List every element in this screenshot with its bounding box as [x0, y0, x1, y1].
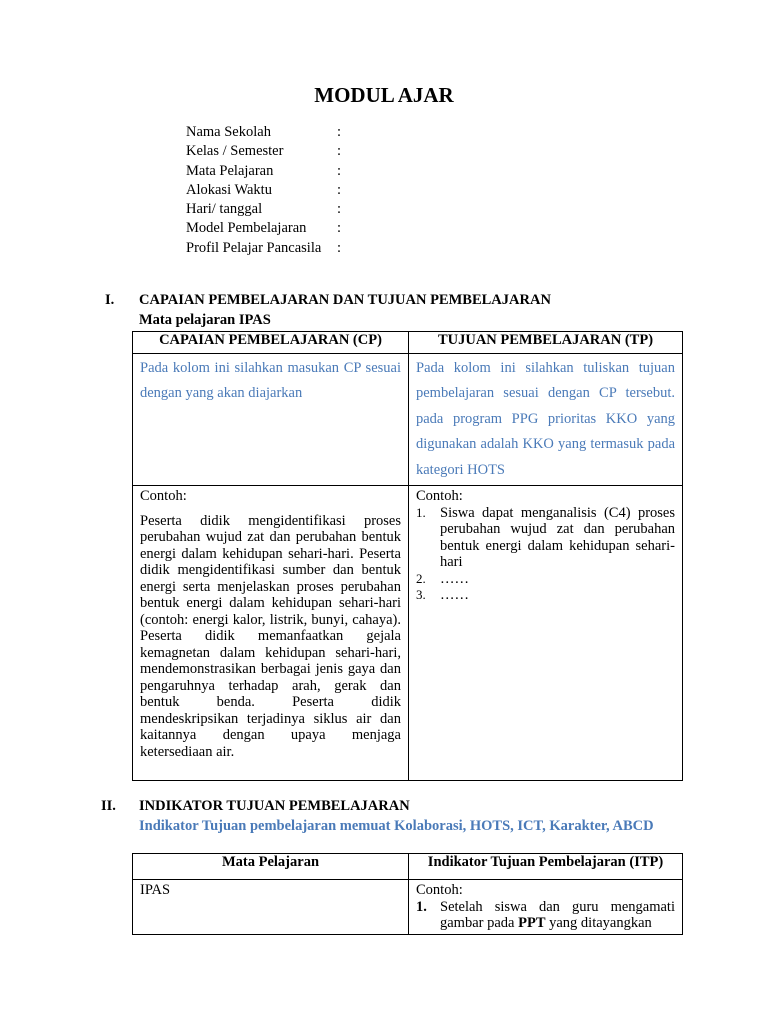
table-header-row [133, 854, 683, 880]
identity-row [186, 219, 341, 238]
identity-row [186, 142, 341, 161]
tp-hint: Pada kolom ini silahkan tuliskan tujuan pembelajaran sesuai dengan CP tersebut. pada program PPG prioritas KKO yang digunakan adalah KKO yang termasuk pada kategori HOTS [409, 354, 683, 486]
tp-example-cell [409, 486, 683, 781]
tp-list [416, 505, 675, 604]
itp-cell [409, 880, 683, 935]
identity-separator: : [337, 201, 342, 218]
identity-separator: : [337, 124, 342, 140]
section-1-subtitle: Mata pelajaran IPAS [139, 312, 271, 328]
identity-row [186, 200, 341, 219]
list-item-text: Siswa dapat menganalisis (C4) proses perubahan wujud zat dan perubahan bentuk energi dalam kehidupan sehari-hari [440, 504, 675, 571]
document-title: MODUL AJAR [314, 83, 454, 107]
itp-table [132, 853, 683, 935]
list-item-number: 1. [416, 898, 427, 915]
identity-row [186, 162, 341, 181]
identity-label: Mata Pelajaran [186, 162, 274, 179]
cp-hint: Pada kolom ini silahkan masukan CP sesuai dengan yang akan diajarkan [133, 354, 409, 486]
table-header-row [133, 332, 683, 354]
table-row [133, 880, 683, 935]
itp-example-label: Contoh: [416, 882, 463, 898]
identity-separator: : [337, 181, 342, 198]
list-item-number: 2. [416, 570, 426, 586]
cp-header: CAPAIAN PEMBELAJARAN (CP) [133, 332, 409, 354]
itp-header: Indikator Tujuan Pembelajaran (ITP) [409, 854, 683, 880]
hint-row [133, 354, 683, 486]
cp-example-text: Peserta didik mengidentifikasi proses perubahan wujud zat dan perubahan bentuk energi dalam kehidupan sehari-hari. Peserta didik mengidentifikasi sumber dan bentuk energi serta menjelaskan proses perubahan bentuk energi dalam kehidupan sehari-hari (contoh: energi kalor, listrik, bunyi, cahaya). Peserta didik memanfaatkan gejala kemagnetan dalam kehidupan sehari-hari, mendemonstrasikan berbagai jenis gaya dan pengaruhnya terhadap arah, gerak dan bentuk benda. Peserta didik mendeskripsikan terjadinya siklus air dan kaitannya dengan upaya menjaga ketersediaan air. [140, 512, 401, 760]
section-1-number: I. [105, 292, 115, 308]
identity-row [186, 181, 341, 200]
identity-row [186, 123, 341, 142]
identity-label: Nama Sekolah [186, 124, 271, 140]
cp-example-label: Contoh: [140, 488, 187, 505]
identity-label: Model Pembelajaran [186, 220, 307, 237]
list-item-text: …… [440, 587, 469, 604]
identity-label: Profil Pelajar Pancasila [186, 239, 322, 256]
list-item [416, 587, 675, 604]
list-item-number: 3. [416, 587, 426, 603]
subject-header: Mata Pelajaran [133, 854, 409, 880]
cp-tp-table [132, 331, 683, 781]
section-2-title: INDIKATOR TUJUAN PEMBELAJARAN [139, 798, 410, 814]
section-2-note: Indikator Tujuan pembelajaran memuat Kolaborasi, HOTS, ICT, Karakter, ABCD [139, 818, 654, 834]
section-2-number: II. [101, 798, 116, 814]
list-item [416, 899, 675, 932]
identity-row [186, 239, 341, 258]
list-item-text-bold: PPT [518, 915, 546, 931]
itp-list [416, 899, 675, 932]
cp-example-cell [133, 486, 409, 781]
identity-separator: : [337, 239, 342, 256]
list-item-text-end: yang ditayangkan [545, 915, 652, 931]
identity-label: Alokasi Waktu [186, 181, 272, 198]
identity-separator: : [337, 143, 342, 160]
list-item [416, 571, 675, 588]
subject-cell: IPAS [133, 880, 409, 935]
list-item-text-start: Setelah siswa dan guru mengamati gambar pada [440, 898, 675, 931]
example-row [133, 486, 683, 781]
section-1-title: CAPAIAN PEMBELAJARAN DAN TUJUAN PEMBELAJARAN [139, 292, 551, 308]
identity-label: Hari/ tanggal [186, 201, 263, 218]
tp-header: TUJUAN PEMBELAJARAN (TP) [409, 332, 683, 354]
tp-example-label: Contoh: [416, 488, 463, 505]
list-item [416, 505, 675, 571]
list-item-number: 1. [416, 504, 426, 520]
list-item-text: …… [440, 570, 469, 587]
identity-label: Kelas / Semester [186, 143, 284, 160]
identity-separator: : [337, 162, 342, 179]
identity-separator: : [337, 220, 342, 237]
identity-block [186, 123, 341, 258]
